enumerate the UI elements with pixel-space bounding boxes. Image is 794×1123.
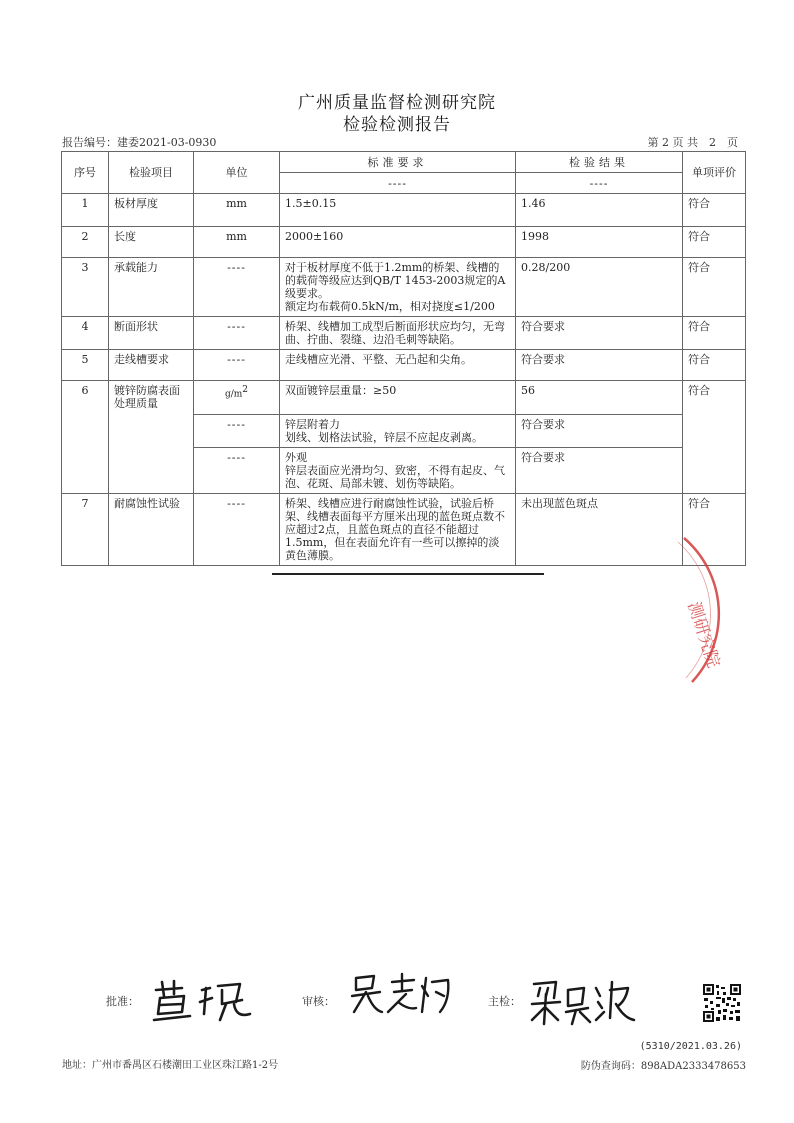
header-result: 检验结果 (516, 152, 683, 173)
row-seq: 2 (62, 227, 109, 258)
header-verdict: 单项评价 (683, 152, 746, 194)
stamp-text: 测研究院 (683, 599, 724, 671)
inspector-label: 主检： (488, 995, 521, 1008)
table-row (62, 350, 746, 381)
row-result: 56 (516, 381, 683, 415)
row-verdict: 符合 (683, 194, 746, 227)
row-standard: 双面镀锌层重量：≥50 (280, 381, 516, 415)
row-item: 耐腐蚀性试验 (109, 494, 194, 566)
row-item: 镀锌防腐表面处理质量 (109, 381, 194, 494)
row-unit: ---- (194, 317, 280, 350)
header-seq: 序号 (62, 152, 109, 194)
institute-title: 广州质量监督检测研究院 (298, 93, 496, 113)
row-result: 1998 (516, 227, 683, 258)
row-standard: 1.5±0.15 (280, 194, 516, 227)
reviewer-signature (348, 972, 458, 1020)
row-seq: 5 (62, 350, 109, 381)
row-result: 符合要求 (516, 448, 683, 494)
row-result: 符合要求 (516, 415, 683, 448)
row-verdict: 符合 (683, 227, 746, 258)
official-stamp (626, 532, 756, 692)
table-row (62, 381, 746, 415)
row-standard: 外观 锌层表面应光滑均匀、致密，不得有起皮、气泡、花斑、局部未镀、划伤等缺陷。 (280, 448, 516, 494)
row-unit: ---- (194, 448, 280, 494)
row-verdict: 符合 (683, 317, 746, 350)
qr-code (702, 983, 742, 1023)
row-verdict: 符合 (683, 494, 746, 566)
row-item: 长度 (109, 227, 194, 258)
report-number: 报告编号：建委2021-03-0930 (62, 136, 217, 149)
address: 地址：广州市番禺区石楼潮田工业区珠江路1-2号 (62, 1060, 279, 1071)
table-row (62, 258, 746, 317)
row-standard: 2000±160 (280, 227, 516, 258)
row-item: 承载能力 (109, 258, 194, 317)
row-verdict: 符合 (683, 381, 746, 494)
row-standard: 锌层附着力 划线、划格法试验，锌层不应起皮剥离。 (280, 415, 516, 448)
row-result: 未出现蓝色斑点 (516, 494, 683, 566)
approver-signature (150, 978, 260, 1026)
row-seq: 4 (62, 317, 109, 350)
row-standard: 桥架、线槽应进行耐腐蚀性试验，试验后桥架、线槽表面每平方厘米出现的蓝色斑点数不应超过2点，且蓝色斑点的直径不能超过1.5mm，但在表面允许有一些可以擦掉的淡黄色薄膜。 (280, 494, 516, 566)
row-result: 符合要求 (516, 317, 683, 350)
header-standard-dash: ---- (280, 173, 516, 194)
table-row (62, 227, 746, 258)
row-verdict: 符合 (683, 258, 746, 317)
inspection-table (61, 151, 746, 566)
document-code: (5310/2021.03.26) (639, 1041, 742, 1052)
inspector-signature (528, 976, 640, 1028)
row-seq: 1 (62, 194, 109, 227)
report-title: 检验检测报告 (343, 115, 451, 135)
table-row (62, 194, 746, 227)
row-unit: mm (194, 194, 280, 227)
anti-counterfeit-code: 防伪查询码：898ADA2333478653 (580, 1061, 746, 1072)
row-result: 符合要求 (516, 350, 683, 381)
reviewer-label: 审核： (302, 995, 335, 1008)
row-result: 0.28/200 (516, 258, 683, 317)
table-header-row (62, 152, 746, 173)
row-unit: ---- (194, 258, 280, 317)
header-result-dash: ---- (516, 173, 683, 194)
row-standard: 桥架、线槽加工成型后断面形状应均匀，无弯曲、拧曲、裂缝、边沿毛刺等缺陷。 (280, 317, 516, 350)
unit-base: g/m (224, 389, 243, 400)
unit-superscript: 2 (242, 385, 249, 395)
row-unit: ---- (194, 494, 280, 566)
row-seq: 6 (62, 381, 109, 494)
page-info: 第 2 页 共 2 页 (647, 136, 738, 149)
row-standard: 走线槽应光滑、平整、无凸起和尖角。 (280, 350, 516, 381)
row-standard: 对于板材厚度不低于1.2mm的桥架、线槽的的载荷等级应达到QB/T 1453-2003规定的A级要求。 额定均布载荷0.5kN/m，相对挠度≤1/200 (280, 258, 516, 317)
row-seq: 7 (62, 494, 109, 566)
row-unit: mm (194, 227, 280, 258)
row-item: 板材厚度 (109, 194, 194, 227)
end-of-table-rule (272, 573, 544, 575)
row-verdict: 符合 (683, 350, 746, 381)
approver-label: 批准： (106, 995, 139, 1008)
row-unit (194, 381, 280, 415)
row-item: 走线槽要求 (109, 350, 194, 381)
row-item: 断面形状 (109, 317, 194, 350)
row-result: 1.46 (516, 194, 683, 227)
header-standard: 标准要求 (280, 152, 516, 173)
header-item: 检验项目 (109, 152, 194, 194)
row-seq: 3 (62, 258, 109, 317)
header-unit: 单位 (194, 152, 280, 194)
row-unit: ---- (194, 415, 280, 448)
row-unit: ---- (194, 350, 280, 381)
table-row (62, 317, 746, 350)
